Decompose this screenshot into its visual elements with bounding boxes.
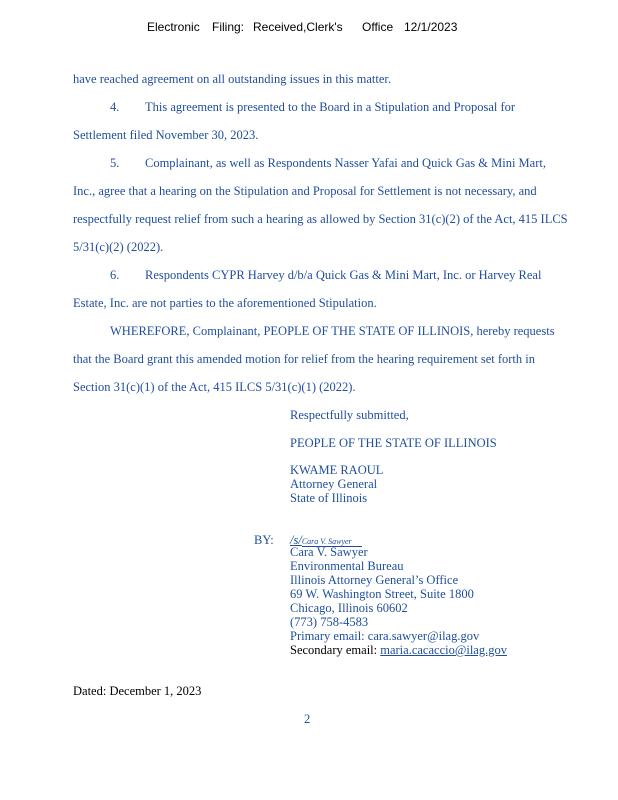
- signer-name: Cara V. Sawyer: [290, 545, 368, 559]
- attorney-general-block: [290, 463, 383, 505]
- header-filing: Filing:: [212, 20, 245, 34]
- respectfully-submitted: Respectfully submitted,: [290, 408, 409, 422]
- body-line: WHEREFORE, Complainant, PEOPLE OF THE STATE OF ILLINOIS, hereby requests: [110, 324, 555, 338]
- header-electronic: Electronic: [147, 20, 200, 34]
- by-label: BY:: [254, 533, 274, 547]
- handwritten-signature: Cara V. Sawyer: [302, 537, 362, 547]
- paragraph-number: 6.: [110, 268, 120, 282]
- ag-name: KWAME RAOUL: [290, 463, 384, 477]
- ag-state: State of Illinois: [290, 491, 368, 505]
- signer-bureau: Environmental Bureau: [290, 559, 404, 573]
- body-line: Section 31(c)(1) of the Act, 415 ILCS 5/31(c)(1) (2022).: [73, 380, 356, 394]
- primary-email-row: [290, 629, 507, 643]
- primary-email-label: Primary email:: [290, 629, 365, 643]
- dated-line: Dated: December 1, 2023: [73, 684, 202, 698]
- body-line: This agreement is presented to the Board in a Stipulation and Proposal for: [145, 100, 516, 114]
- page-number: 2: [304, 712, 311, 726]
- body-line: respectfully request relief from such a hearing as allowed by Section 31(c)(2) of the Act, 415 ILCS: [73, 212, 568, 226]
- signer-phone: (773) 758-4583: [290, 615, 369, 629]
- header-date: 12/1/2023: [404, 20, 458, 34]
- body-line: that the Board grant this amended motion for relief from the hearing requirement set forth in: [73, 352, 536, 366]
- signature-block: [290, 545, 507, 657]
- signer-office: Illinois Attorney General’s Office: [290, 573, 459, 587]
- paragraph-number: 5.: [110, 156, 120, 170]
- body-line: Inc., agree that a hearing on the Stipulation and Proposal for Settlement is not necessary, and: [73, 184, 537, 198]
- primary-email-value: cara.sawyer@ilag.gov: [367, 629, 480, 643]
- body-line: Settlement filed November 30, 2023.: [73, 128, 259, 142]
- signer-city: Chicago, Illinois 60602: [290, 601, 408, 615]
- s-mark: /s/: [290, 533, 302, 547]
- paragraph-number: 4.: [110, 100, 120, 114]
- secondary-email-link[interactable]: maria.cacaccio@ilag.gov: [380, 643, 507, 657]
- ag-title: Attorney General: [290, 477, 378, 491]
- body-line: Respondents CYPR Harvey d/b/a Quick Gas & Mini Mart, Inc. or Harvey Real: [145, 268, 542, 282]
- body-line: 5/31(c)(2) (2022).: [73, 240, 164, 254]
- secondary-email-label: Secondary email:: [290, 643, 378, 657]
- header-office: Office: [362, 20, 394, 34]
- header-received: Received,Clerk's: [253, 20, 343, 34]
- body-line: Complainant, as well as Respondents Nasser Yafai and Quick Gas & Mini Mart,: [145, 156, 546, 170]
- body-line: Estate, Inc. are not parties to the aforementioned Stipulation.: [73, 296, 377, 310]
- signer-street: 69 W. Washington Street, Suite 1800: [290, 587, 474, 601]
- secondary-email-row: [290, 643, 507, 657]
- party-name: PEOPLE OF THE STATE OF ILLINOIS: [290, 436, 497, 450]
- body-line: have reached agreement on all outstanding issues in this matter.: [73, 72, 391, 86]
